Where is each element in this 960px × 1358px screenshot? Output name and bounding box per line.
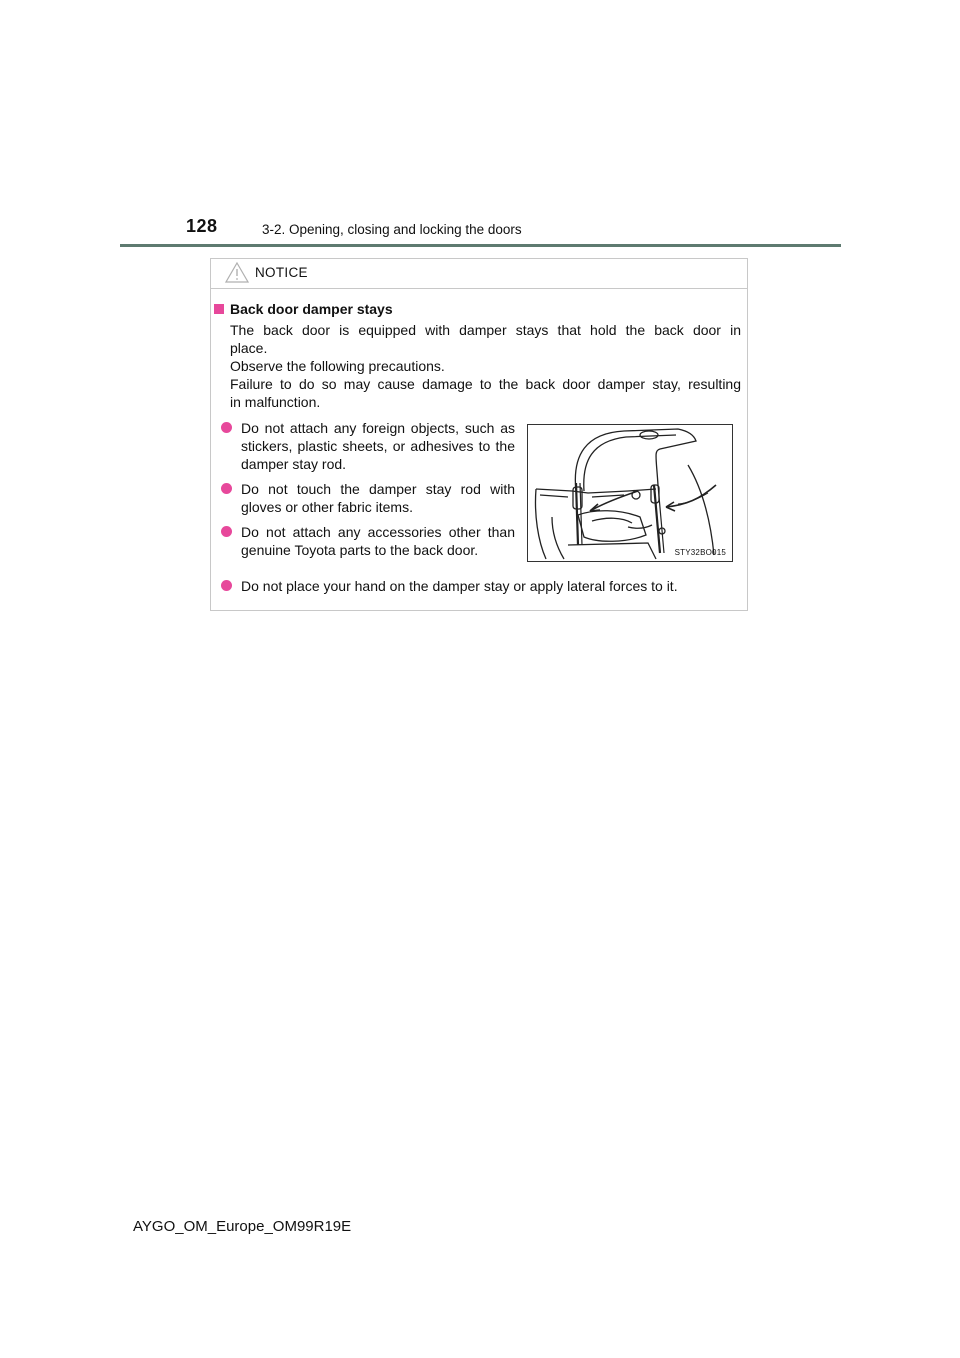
- page-number: 128: [186, 216, 218, 236]
- back-door-illustration: [528, 425, 732, 561]
- intro-text: [230, 321, 741, 411]
- bullet-dot-icon: [221, 422, 232, 433]
- bullet-text: Do not place your hand on the damper stay or apply lateral forces to it.: [241, 578, 678, 594]
- intro-line: Observe the following precautions.: [230, 358, 445, 374]
- bullet-text: Do not touch the damper stay rod with gloves or other fabric items.: [241, 481, 515, 515]
- notice-label: NOTICE: [255, 265, 308, 280]
- bullet-text: Do not attach any accessories other than genuine Toyota parts to the back door.: [241, 524, 515, 558]
- footer-doc-id: AYGO_OM_Europe_OM99R19E: [133, 1218, 352, 1235]
- figure-code: STY32BO015: [674, 548, 726, 557]
- bullet-dot-icon: [221, 580, 232, 591]
- intro-line: place.: [230, 340, 268, 356]
- bullet-text: Do not attach any foreign objects, such as stickers, plastic sheets, or adhesives to the damper stay rod.: [241, 420, 515, 472]
- intro-line: The back door is equipped with damper stays that hold the back door in: [230, 322, 741, 338]
- subheading-text: Back door damper stays: [230, 301, 393, 317]
- bullet-list: [221, 419, 515, 566]
- section-title: 3-2. Opening, closing and locking the doors: [262, 222, 522, 237]
- list-item: [221, 523, 515, 559]
- notice-box: [210, 258, 748, 611]
- list-item: [221, 480, 515, 516]
- square-bullet-icon: [214, 304, 224, 314]
- list-item: [221, 419, 515, 473]
- notice-header: [211, 259, 747, 289]
- bullet-dot-icon: [221, 526, 232, 537]
- header-rule: [120, 244, 841, 247]
- bullet-dot-icon: [221, 483, 232, 494]
- list-item-wide: [221, 577, 741, 595]
- intro-line: in malfunction.: [230, 394, 321, 410]
- intro-line: Failure to do so may cause damage to the back door damper stay, resulting: [230, 376, 741, 392]
- warning-triangle-icon: [225, 262, 249, 283]
- subheading: [211, 301, 393, 317]
- figure-back-door: [527, 424, 733, 562]
